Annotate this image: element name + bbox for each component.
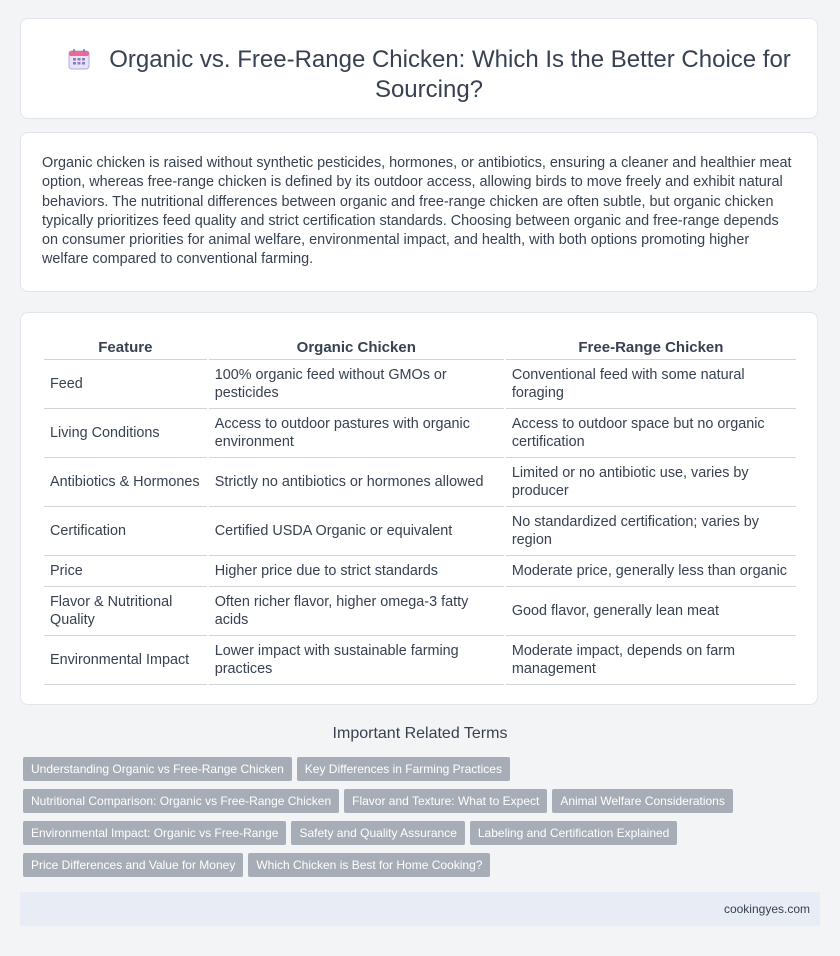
- intro-paragraph: Organic chicken is raised without synthetic pesticides, hormones, or antibiotics, ensuring a cleaner and healthier meat option, whereas free-range chicken is defined by its outdoor access, allowing birds to move freely and exhibit natural behaviors. The nutritional differences between organic and free-range chicken are often subtle, but organic chicken typically prioritizes feed quality and strict certification standards. Choosing between organic and free-range depends on consumer priorities for animal welfare, environmental impact, and health, with both options promoting higher welfare compared to conventional farming.: [42, 155, 792, 268]
- organic-cell: Higher price due to strict standards: [209, 556, 504, 587]
- organic-cell: 100% organic feed without GMOs or pesticides: [209, 360, 504, 409]
- related-term-tag[interactable]: Which Chicken is Best for Home Cooking?: [248, 853, 490, 877]
- related-terms-list: [23, 757, 803, 885]
- free-range-cell: Conventional feed with some natural foraging: [506, 360, 796, 409]
- footer: [20, 892, 820, 926]
- organic-cell: Strictly no antibiotics or hormones allowed: [209, 458, 504, 507]
- related-term-tag[interactable]: Key Differences in Farming Practices: [297, 757, 510, 781]
- table-row: [44, 409, 796, 458]
- comparison-card: [20, 312, 818, 705]
- calendar-icon: [67, 47, 91, 71]
- page-title: Organic vs. Free-Range Chicken: Which Is the Better Choice for Sourcing?: [109, 46, 791, 103]
- related-term-tag[interactable]: Price Differences and Value for Money: [23, 853, 243, 877]
- table-row: [44, 636, 796, 685]
- free-range-cell: Moderate impact, depends on farm management: [506, 636, 796, 685]
- free-range-cell: Access to outdoor space but no organic certification: [506, 409, 796, 458]
- table-row: [44, 556, 796, 587]
- related-term-tag[interactable]: Nutritional Comparison: Organic vs Free-Range Chicken: [23, 789, 339, 813]
- title-card: [20, 18, 818, 119]
- organic-cell: Certified USDA Organic or equivalent: [209, 507, 504, 556]
- organic-cell: Often richer flavor, higher omega-3 fatty acids: [209, 587, 504, 636]
- free-range-cell: Moderate price, generally less than organic: [506, 556, 796, 587]
- table-row: [44, 360, 796, 409]
- related-term-tag[interactable]: Flavor and Texture: What to Expect: [344, 789, 547, 813]
- related-terms-heading: Important Related Terms: [332, 725, 508, 742]
- related-term-tag[interactable]: Animal Welfare Considerations: [552, 789, 733, 813]
- header-free-range: Free-Range Chicken: [506, 334, 796, 360]
- feature-cell: Certification: [44, 507, 207, 556]
- comparison-table: [42, 334, 798, 685]
- feature-cell: Antibiotics & Hormones: [44, 458, 207, 507]
- feature-cell: Environmental Impact: [44, 636, 207, 685]
- free-range-cell: No standardized certification; varies by region: [506, 507, 796, 556]
- related-term-tag[interactable]: Environmental Impact: Organic vs Free-Range: [23, 821, 286, 845]
- table-row: [44, 587, 796, 636]
- header-feature: Feature: [44, 334, 207, 360]
- header-organic: Organic Chicken: [209, 334, 504, 360]
- related-term-tag[interactable]: Labeling and Certification Explained: [470, 821, 677, 845]
- feature-cell: Feed: [44, 360, 207, 409]
- intro-card: [20, 132, 818, 292]
- feature-cell: Flavor & Nutritional Quality: [44, 587, 207, 636]
- related-term-tag[interactable]: Safety and Quality Assurance: [291, 821, 464, 845]
- related-term-tag[interactable]: Understanding Organic vs Free-Range Chicken: [23, 757, 292, 781]
- organic-cell: Access to outdoor pastures with organic environment: [209, 409, 504, 458]
- footer-site-link[interactable]: cookingyes.com: [723, 902, 810, 916]
- table-row: [44, 458, 796, 507]
- page-title-wrap: [61, 45, 797, 105]
- table-header-row: [44, 334, 796, 360]
- feature-cell: Price: [44, 556, 207, 587]
- free-range-cell: Good flavor, generally lean meat: [506, 587, 796, 636]
- table-row: [44, 507, 796, 556]
- free-range-cell: Limited or no antibiotic use, varies by producer: [506, 458, 796, 507]
- organic-cell: Lower impact with sustainable farming practices: [209, 636, 504, 685]
- feature-cell: Living Conditions: [44, 409, 207, 458]
